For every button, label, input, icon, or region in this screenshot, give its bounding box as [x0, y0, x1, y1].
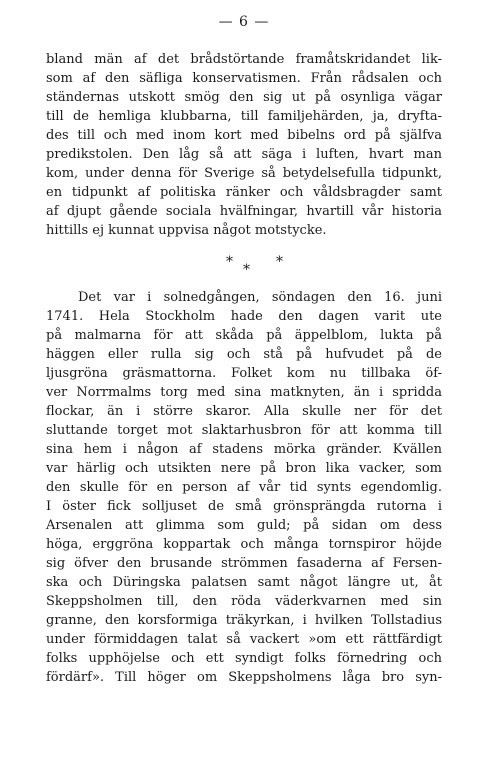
- text-line: bland män af det brådstörtande framåtskridandet lik-: [46, 52, 442, 67]
- text-line: under förmiddagen talat så vackert »om ett rättfärdigt: [46, 632, 442, 647]
- text-line: 1741. Hela Stockholm hade den dagen varit ute: [46, 309, 442, 324]
- asterisk: *: [276, 254, 283, 270]
- text-line: en tidpunkt af politiska ränker och våldsbragder samt: [46, 185, 442, 200]
- text-line: som af den säfliga konservatismen. Från rådsalen och: [46, 71, 442, 86]
- asterisk: *: [243, 262, 250, 278]
- text-line: des till och med inom kort med bibelns ord på själfva: [46, 128, 442, 143]
- text-line: predikstolen. Den låg så att säga i luften, hvart man: [46, 147, 442, 162]
- text-line: I öster fick solljuset de små grönsprängda rutorna i: [46, 499, 442, 514]
- text-line: folks upphöjelse och ett syndigt folks förnedring och: [46, 651, 442, 666]
- text-line: Skeppsholmen till, den röda väderkvarnen med sin: [46, 594, 442, 609]
- text-line: sluttande torget mot slaktarhusbron för att komma till: [46, 423, 442, 438]
- text-line: ljusgröna gräsmattorna. Folket kom nu tillbaka öf-: [46, 366, 442, 381]
- text-line: Det var i solnedgången, söndagen den 16. juni: [78, 290, 442, 305]
- asterisk: *: [226, 254, 233, 270]
- book-page: [46, 0, 442, 760]
- text-line: hittills ej kunnat uppvisa något motstycke.: [46, 223, 327, 238]
- text-line: Arsenalen att glimma som guld; på sidan om dess: [46, 518, 442, 533]
- text-line: kom, under denna för Sverige så betydelsefulla tidpunkt,: [46, 166, 442, 181]
- text-line: af djupt gående sociala hvälfningar, hvartill vår historia: [46, 204, 442, 219]
- text-line: till de hemliga klubbarna, till familjehärden, ja, dryfta-: [46, 109, 442, 124]
- text-line: höga, erggröna koppartak och många tornspiror höjde: [46, 537, 442, 552]
- text-line: ska och Düringska palatsen samt något längre ut, åt: [46, 575, 442, 590]
- text-line: sina hem i någon af stadens mörka gränder. Kvällen: [46, 442, 442, 457]
- text-line: den skulle för en person af vår tid synts egendomlig.: [46, 480, 442, 495]
- page-number: — 6 —: [218, 14, 270, 30]
- text-line: sig öfver den brusande strömmen fasaderna af Fersen-: [46, 556, 442, 571]
- text-line: ständernas utskott smög den sig ut på osynliga vägar: [46, 90, 442, 105]
- section-separator: [46, 252, 442, 282]
- text-line: häggen eller rulla sig och stå på hufvudet på de: [46, 347, 442, 362]
- text-line: flockar, än i större skaror. Alla skulle ner för det: [46, 404, 442, 419]
- text-line: på malmarna för att skåda på äppelblom, lukta på: [46, 328, 442, 343]
- text-line: ver Norrmalms torg med sina matknyten, än i spridda: [46, 385, 442, 400]
- text-line: var härlig och utsikten nere på bron lika vacker, som: [46, 461, 442, 476]
- text-line: granne, den korsformiga träkyrkan, i hvilken Tollstadius: [46, 613, 442, 628]
- text-line: fördärf». Till höger om Skeppsholmens låga bro syn-: [46, 670, 442, 685]
